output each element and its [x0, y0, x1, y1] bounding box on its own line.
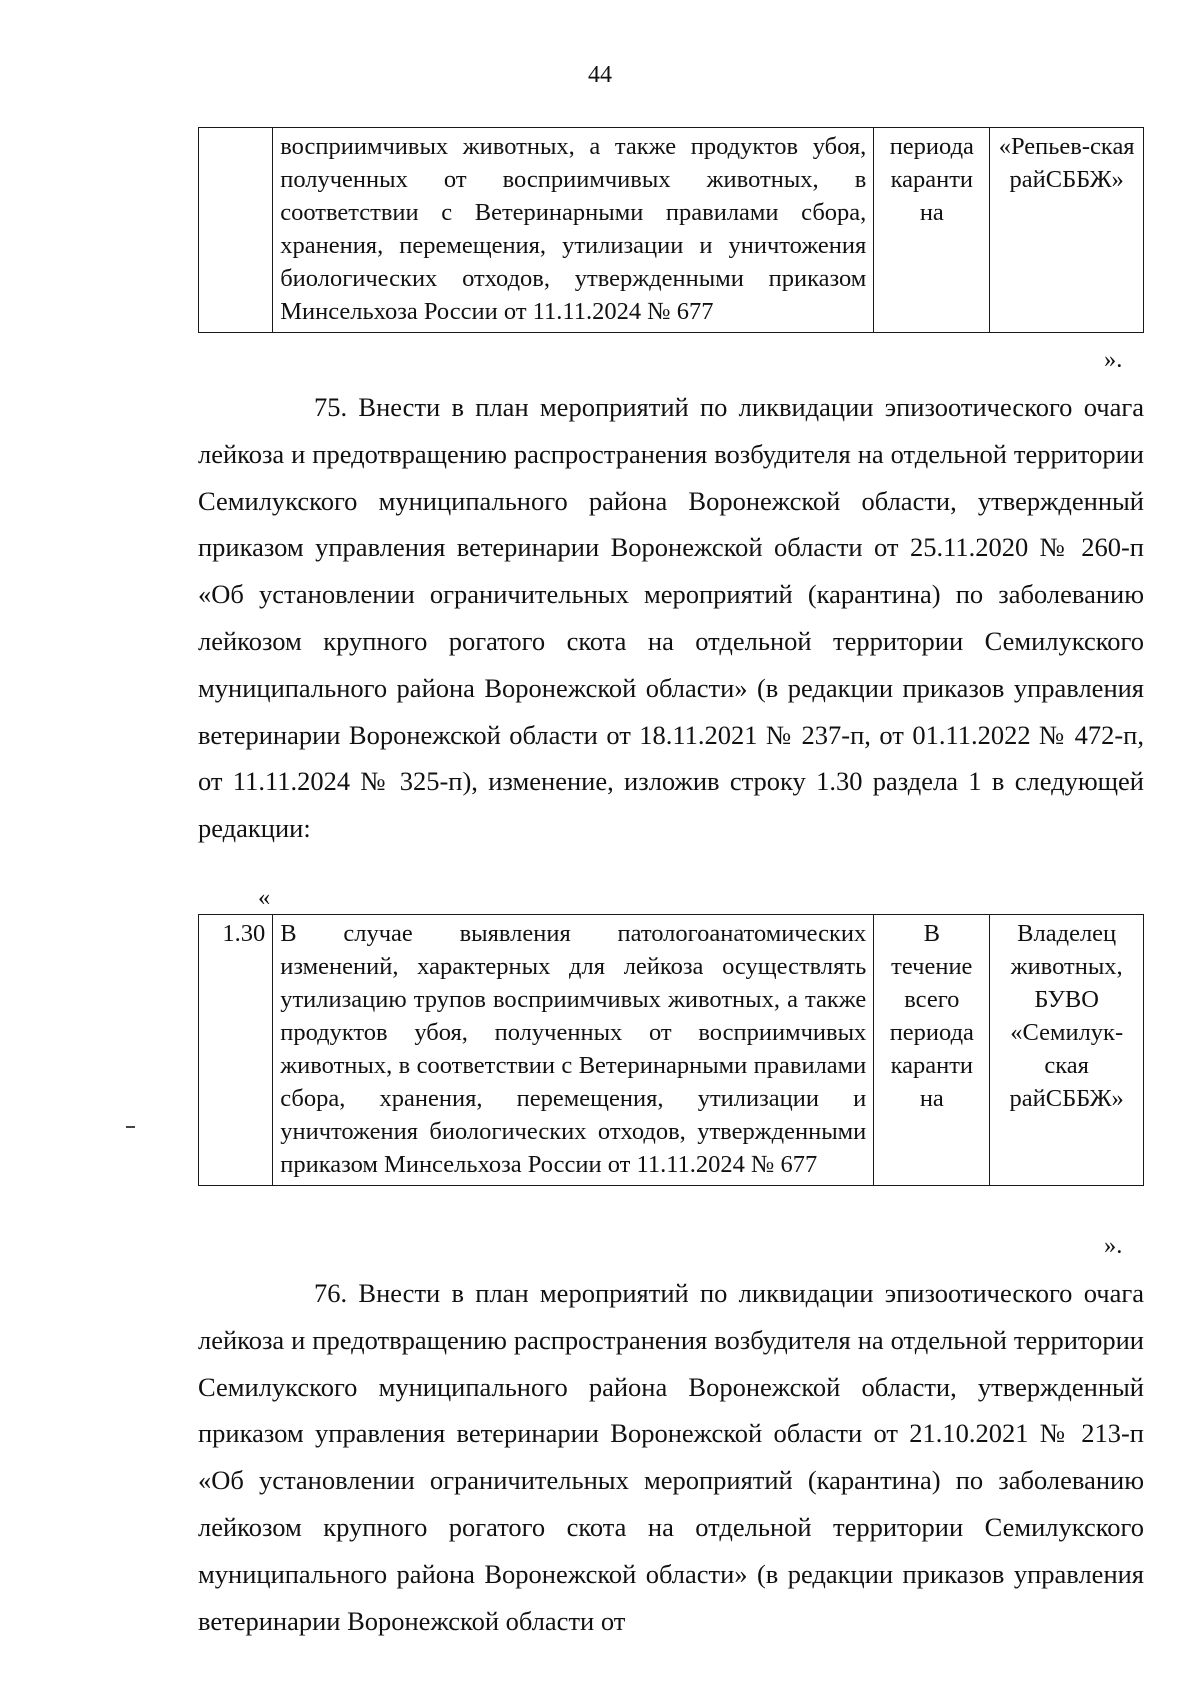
term-cell: периода каранти на: [874, 128, 990, 333]
paragraph-number: 76.: [314, 1278, 348, 1308]
opening-quote: «: [258, 884, 271, 911]
table-row: [199, 915, 1144, 1186]
responsible-cell: «Репьев-ская райСББЖ»: [990, 128, 1144, 333]
measure-text-cell: восприимчивых животных, а также продуктов убоя, полученных от восприимчивых животных, в соответствии с Ветеринарными правилами сбора, хранения, перемещения, утилизации и уничтожения биологических отходов, утвержденными приказом Минсельхоза России от 11.11.2024 № 677: [273, 128, 874, 333]
term-cell: В течение всего периода каранти на: [874, 915, 990, 1186]
paragraph-number: 75.: [314, 392, 348, 422]
closing-quote: ».: [1104, 346, 1123, 373]
scan-artifact: [126, 1126, 135, 1128]
responsible-cell: Владелец животных, БУВО «Семилук-ская райСББЖ»: [990, 915, 1144, 1186]
row-number-cell: [199, 128, 273, 333]
continuation-table: [198, 127, 1144, 333]
amendment-table: [198, 914, 1144, 1186]
paragraph-text: Внести в план мероприятий по ликвидации эпизоотического очага лейкоза и предотвращению распространения возбудителя на отдельной территории Семилукского муниципального района Воронежской области, утвержденный приказом управления ветеринарии Воронежской области от 25.11.2020 № 260-п «Об установлении ограничительных мероприятий (карантина) по заболеванию лейкозом крупного рогатого скота на отдельной территории Семилукского муниципального района Воронежской области» (в редакции приказов управления ветеринарии Воронежской области от 18.11.2021 № 237-п, от 01.11.2022 № 472-п, от 11.11.2024 № 325-п), изменение, изложив строку 1.30 раздела 1 в следующей редакции:: [198, 392, 1144, 844]
measure-text-cell: В случае выявления патологоанатомических изменений, характерных для лейкоза осуществлять утилизацию трупов восприимчивых животных, а также продуктов убоя, полученных от восприимчивых животных, в соответствии с Ветеринарными правилами сбора, хранения, перемещения, утилизации и уничтожения биологических отходов, утвержденными приказом Минсельхоза России от 11.11.2024 № 677: [273, 915, 874, 1186]
paragraph-75: [198, 384, 1144, 852]
closing-quote: ».: [1104, 1232, 1123, 1259]
table-row: [199, 128, 1144, 333]
paragraph-text: Внести в план мероприятий по ликвидации эпизоотического очага лейкоза и предотвращению распространения возбудителя на отдельной территории Семилукского муниципального района Воронежской области, утвержденный приказом управления ветеринарии Воронежской области от 21.10.2021 № 213-п «Об установлении ограничительных мероприятий (карантина) по заболеванию лейкозом крупного рогатого скота на отдельной территории Семилукского муниципального района Воронежской области» (в редакции приказов управления ветеринарии Воронежской области от: [198, 1278, 1144, 1636]
paragraph-76: [198, 1270, 1144, 1644]
page-number: 44: [588, 62, 612, 88]
row-number-cell: 1.30: [199, 915, 273, 1186]
